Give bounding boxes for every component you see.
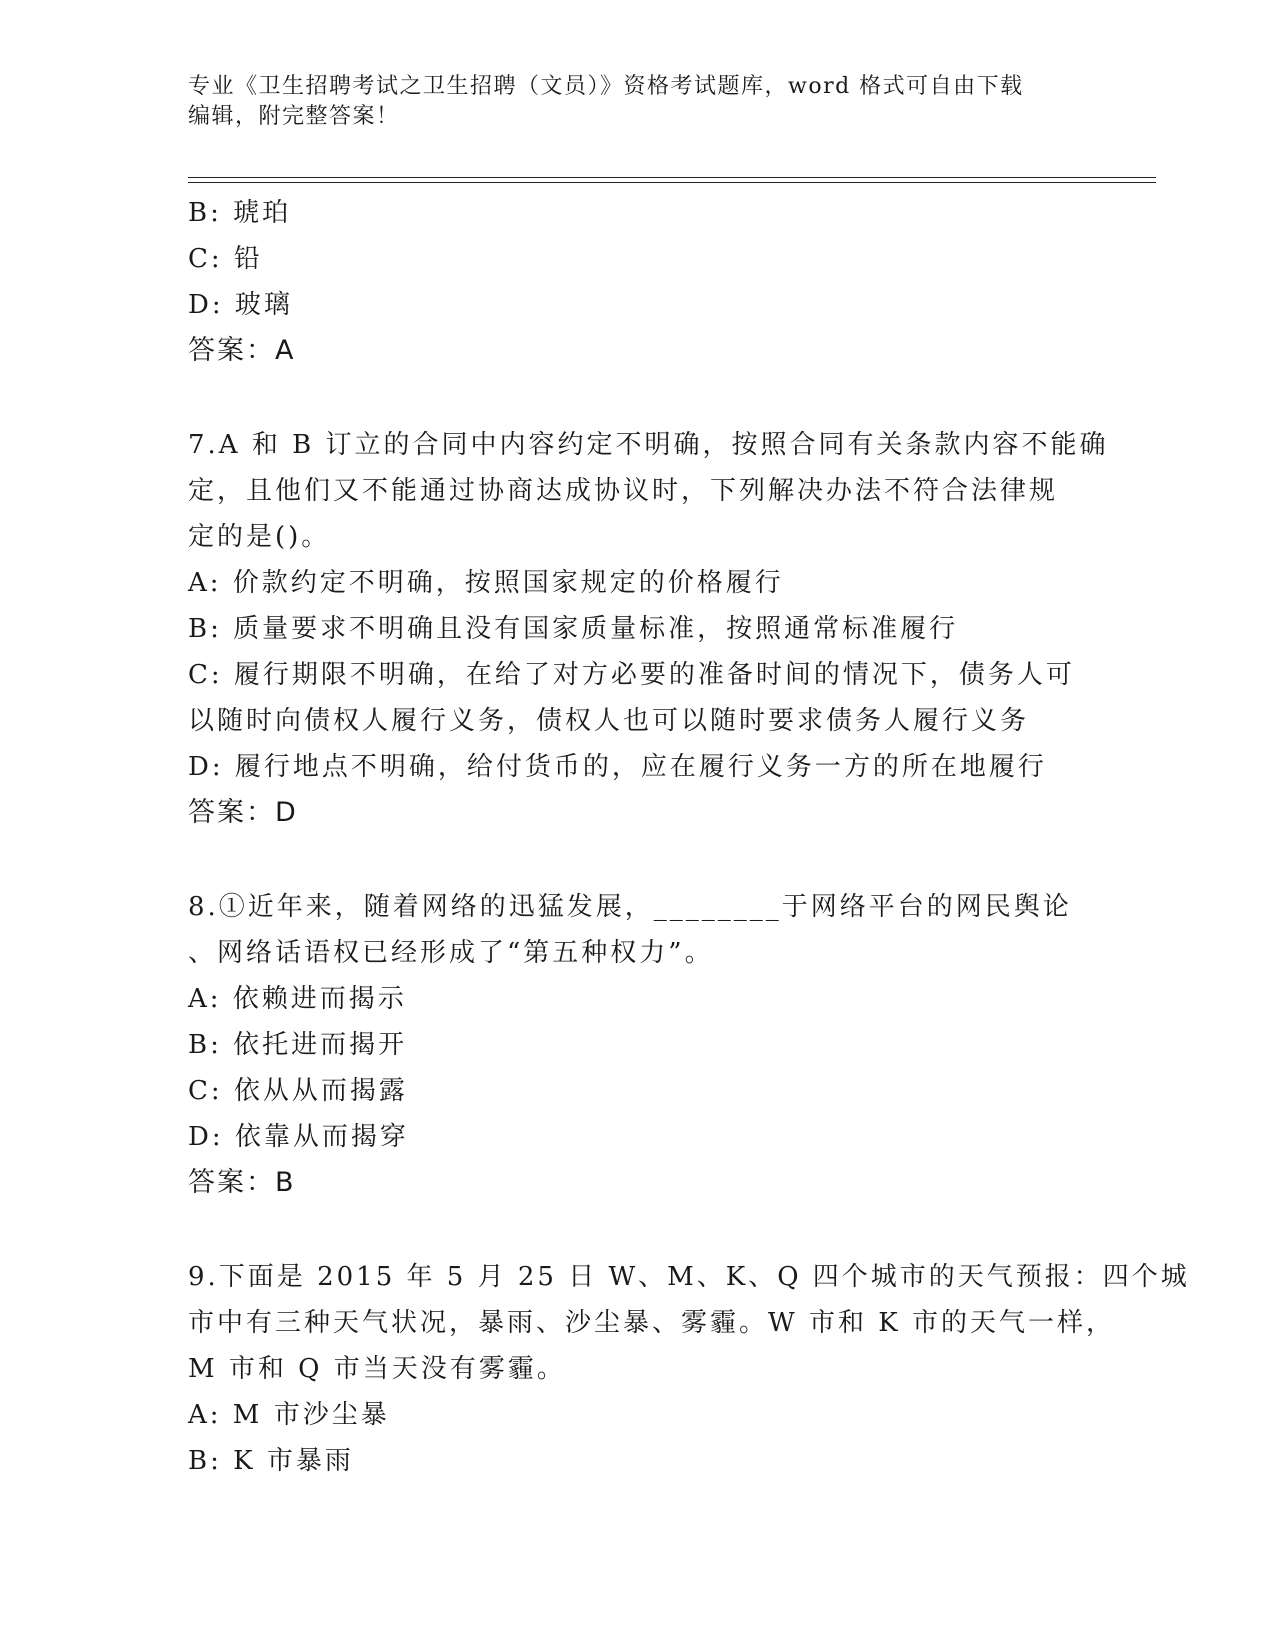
question-6-tail <box>188 190 1088 374</box>
answer-line: 答案：D <box>188 797 298 828</box>
question-text: 、网络话语权已经形成了“第五种权力”。 <box>188 938 714 968</box>
header-line-1: 专业《卫生招聘考试之卫生招聘（文员）》资格考试题库，word 格式可自由下载 <box>188 74 1024 99</box>
option-a: A: M 市沙尘暴 <box>188 1400 390 1430</box>
question-text: 市中有三种天气状况，暴雨、沙尘暴、雾霾。W 市和 K 市的天气一样， <box>188 1308 1115 1338</box>
option-c: C: 依从从而揭露 <box>188 1076 408 1106</box>
option-c: C: 履行期限不明确，在给了对方必要的准备时间的情况下，债务人可 <box>188 660 1075 690</box>
answer-line: 答案：B <box>188 1167 296 1198</box>
option-d: D: 玻璃 <box>188 290 293 320</box>
spacer <box>188 374 1088 422</box>
question-text: 定的是()。 <box>188 522 331 552</box>
question-7 <box>188 422 1109 836</box>
option-c-continued: 以随时向债权人履行义务，债权人也可以随时要求债务人履行义务 <box>188 706 1030 736</box>
question-9 <box>188 1254 1190 1484</box>
document-header <box>188 72 1078 132</box>
header-line-2: 编辑，附完整答案！ <box>188 104 400 129</box>
question-list <box>188 190 1190 1484</box>
question-text: M 市和 Q 市当天没有雾霾。 <box>188 1354 566 1384</box>
option-b: B: 琥珀 <box>188 198 292 228</box>
option-a: A: 依赖进而揭示 <box>188 984 407 1014</box>
spacer <box>188 1206 1088 1254</box>
option-d: D: 依靠从而揭穿 <box>188 1122 409 1152</box>
option-b: B: 质量要求不明确且没有国家质量标准，按照通常标准履行 <box>188 614 959 644</box>
question-8 <box>188 884 1088 1206</box>
spacer <box>188 836 1088 884</box>
answer-line: 答案：A <box>188 335 296 366</box>
header-rule-bottom <box>188 182 1156 183</box>
question-text: 9.下面是 2015 年 5 月 25 日 W、M、K、Q 四个城市的天气预报：四个城 <box>188 1262 1190 1292</box>
option-d: D: 履行地点不明确，给付货币的，应在履行义务一方的所在地履行 <box>188 752 1047 782</box>
option-b: B: K 市暴雨 <box>188 1446 354 1476</box>
option-b: B: 依托进而揭开 <box>188 1030 408 1060</box>
header-rule-top <box>188 177 1156 178</box>
option-c: C: 铅 <box>188 244 263 274</box>
question-text: 8.①近年来，随着网络的迅猛发展，________于网络平台的网民舆论 <box>188 892 1072 922</box>
question-text: 7.A 和 B 订立的合同中内容约定不明确，按照合同有关条款内容不能确 <box>188 430 1109 460</box>
question-text: 定，且他们又不能通过协商达成协议时，下列解决办法不符合法律规 <box>188 476 1059 506</box>
option-a: A: 价款约定不明确，按照国家规定的价格履行 <box>188 568 784 598</box>
